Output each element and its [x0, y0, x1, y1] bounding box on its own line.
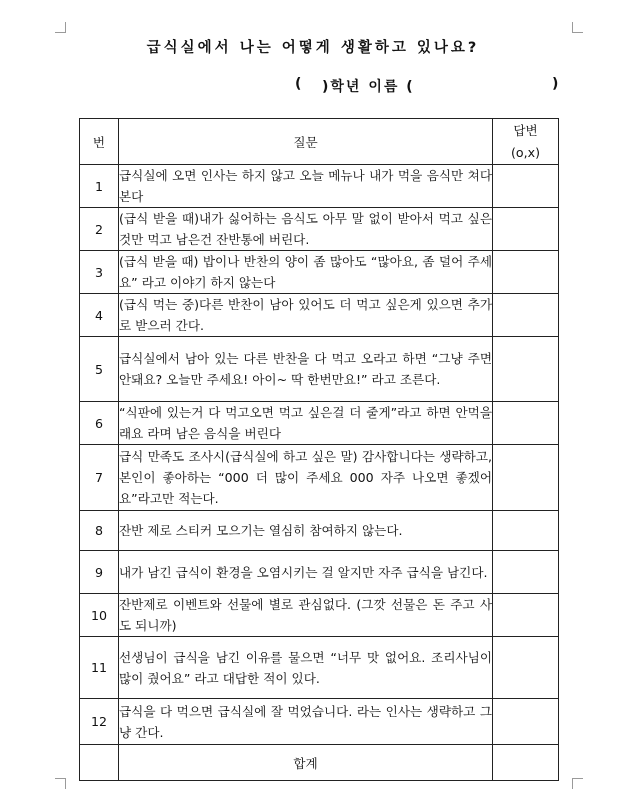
table-row [80, 208, 559, 251]
row-number: 5 [80, 337, 119, 402]
page-title: 급식실에서 나는 어떻게 생활하고 있나요? [146, 40, 480, 56]
row-number: 10 [80, 594, 119, 637]
row-number: 9 [80, 551, 119, 594]
header-row [80, 119, 559, 165]
row-question: 급식실에 오면 인사는 하지 않고 오늘 메뉴나 내가 먹을 음식만 쳐다본다 [119, 165, 493, 208]
table-row [80, 294, 559, 337]
total-number-cell [80, 745, 119, 781]
row-question: “식판에 있는거 다 먹고오면 먹고 싶은걸 더 줄게”라고 하면 안먹을래요 라며 남은 음식을 버린다 [119, 402, 493, 445]
page-corner-mark [572, 22, 583, 33]
table-row [80, 402, 559, 445]
row-question: 내가 남긴 급식이 환경을 오염시키는 걸 알지만 자주 급식을 남긴다. [119, 551, 493, 594]
answer-cell[interactable] [493, 294, 559, 337]
row-number: 2 [80, 208, 119, 251]
total-answer-cell[interactable] [493, 745, 559, 781]
row-number: 7 [80, 445, 119, 511]
header-answer [493, 119, 559, 165]
header-number: 번 [80, 119, 119, 165]
table-row [80, 699, 559, 745]
answer-cell[interactable] [493, 402, 559, 445]
table-row [80, 637, 559, 699]
table-row [80, 337, 559, 402]
answer-cell[interactable] [493, 637, 559, 699]
grade-name-label: )학년 이름 ( [322, 79, 415, 95]
answer-cell[interactable] [493, 208, 559, 251]
row-number: 4 [80, 294, 119, 337]
row-question: (급식 받을 때)내가 싫어하는 음식도 아무 말 없이 받아서 먹고 싶은 것만 먹고 남은건 잔반통에 버린다. [119, 208, 493, 251]
answer-cell[interactable] [493, 699, 559, 745]
table-row [80, 551, 559, 594]
row-question: (급식 받을 때) 밥이나 반찬의 양이 좀 많아도 “많아요, 좀 덜어 주세요” 라고 이야기 하지 않는다 [119, 251, 493, 294]
table-row [80, 445, 559, 511]
row-number: 1 [80, 165, 119, 208]
row-number: 8 [80, 511, 119, 551]
header-answer-format: (o,x) [511, 144, 540, 160]
answer-cell[interactable] [493, 445, 559, 511]
row-question: 급식을 다 먹으면 급식실에 잘 먹었습니다. 라는 인사는 생략하고 그냥 간다. [119, 699, 493, 745]
row-question: 잔반제로 이벤트와 선물에 별로 관심없다. (그깟 선물은 돈 주고 사도 되니까) [119, 594, 493, 637]
row-question: 급식 만족도 조사시(급식실에 하고 싶은 말) 감사합니다는 생략하고, 본인이 좋아하는 “000 더 많이 주세요 000 자주 나오면 좋겠어요”라고만 적는다. [119, 445, 493, 511]
answer-cell[interactable] [493, 594, 559, 637]
answer-cell[interactable] [493, 511, 559, 551]
header-question: 질문 [119, 119, 493, 165]
name-close-paren: ) [552, 76, 559, 92]
table-row [80, 165, 559, 208]
row-question: 급식실에서 남아 있는 다른 반찬을 다 먹고 오라고 하면 “그냥 주면 안돼요? 오늘만 주세요! 아이~ 딱 한번만요!” 라고 조른다. [119, 337, 493, 402]
page-corner-mark [55, 22, 66, 33]
grade-open-paren: ( [295, 76, 302, 92]
answer-cell[interactable] [493, 551, 559, 594]
header-answer-label: 답변 [513, 122, 538, 138]
row-number: 6 [80, 402, 119, 445]
page-corner-mark [572, 778, 583, 789]
row-question: 선생님이 급식을 남긴 이유를 물으면 “너무 맛 없어요. 조리사님이 많이 줬어요” 라고 대답한 적이 있다. [119, 637, 493, 699]
total-row [80, 745, 559, 781]
answer-cell[interactable] [493, 337, 559, 402]
total-label: 합계 [119, 745, 493, 781]
row-number: 11 [80, 637, 119, 699]
row-number: 3 [80, 251, 119, 294]
page-corner-mark [55, 778, 66, 789]
table-row [80, 251, 559, 294]
row-number: 12 [80, 699, 119, 745]
answer-cell[interactable] [493, 251, 559, 294]
row-question: 잔반 제로 스티커 모으기는 열심히 참여하지 않는다. [119, 511, 493, 551]
name-line [0, 76, 626, 96]
answer-cell[interactable] [493, 165, 559, 208]
table-row [80, 594, 559, 637]
table-row [80, 511, 559, 551]
row-question: (급식 먹는 중)다른 반찬이 남아 있어도 더 먹고 싶은게 있으면 추가로 받으러 간다. [119, 294, 493, 337]
survey-table [79, 118, 559, 781]
